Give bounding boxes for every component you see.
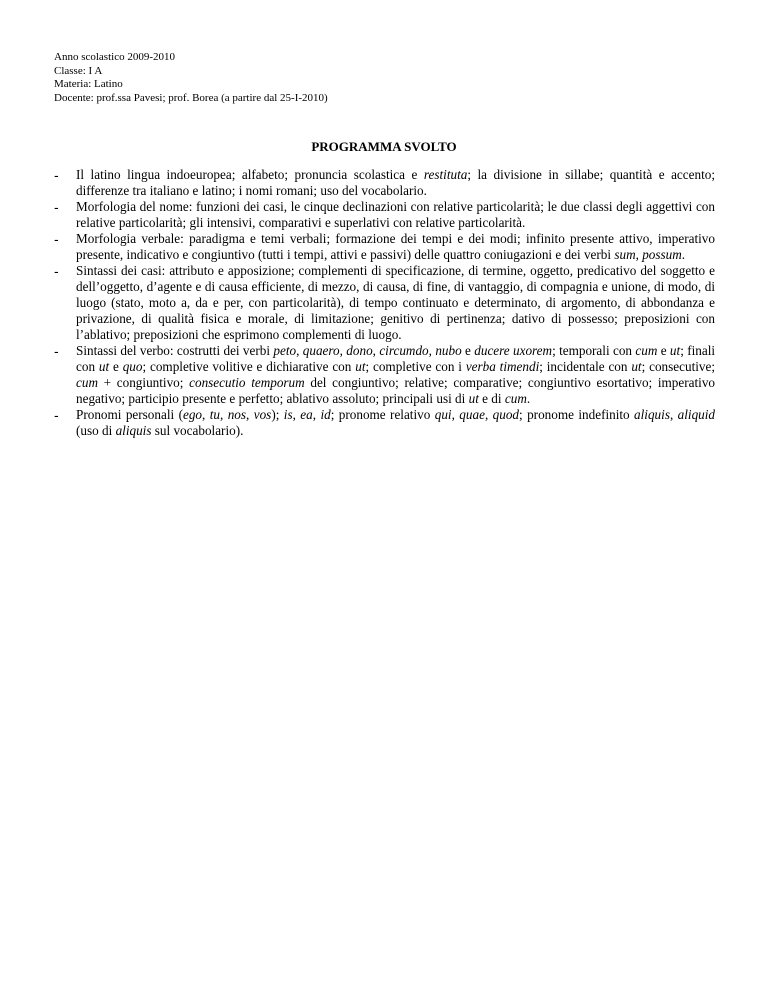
text-run: e — [461, 343, 475, 358]
text-run: ); — [271, 407, 284, 422]
list-bullet: - — [54, 167, 59, 183]
latin-term: ut — [468, 391, 479, 406]
program-list-item — [54, 231, 715, 263]
header-subject: Materia: Latino — [54, 78, 123, 90]
text-run: ; completive volitive e dichiarative con — [142, 359, 356, 374]
list-bullet: - — [54, 343, 59, 359]
program-list-item — [54, 407, 715, 439]
latin-term: cum — [504, 391, 527, 406]
list-item-text — [76, 199, 715, 231]
latin-term: quae — [459, 407, 485, 422]
latin-term: aliquis — [634, 407, 670, 422]
latin-term: ut — [98, 359, 110, 374]
latin-term: vos — [253, 407, 272, 422]
list-item-text — [76, 167, 715, 199]
header-school-year: Anno scolastico 2009-2010 — [54, 51, 175, 63]
program-list-item — [54, 199, 715, 231]
text-run: , — [451, 407, 460, 422]
latin-term: restituta — [423, 167, 468, 182]
text-run: , — [428, 343, 436, 358]
latin-term: consecutio temporum — [189, 375, 305, 390]
latin-term: sum — [614, 247, 636, 262]
text-run: e — [657, 343, 670, 358]
header-class: Classe: I A — [54, 64, 103, 77]
latin-term: is — [283, 407, 293, 422]
program-list-item — [54, 167, 715, 199]
text-run: , — [202, 407, 210, 422]
document-header — [54, 51, 328, 105]
text-run: ; consecutive; — [641, 359, 716, 374]
list-item-text — [76, 231, 715, 263]
text-run: , — [312, 407, 321, 422]
header-teacher: Docente: prof.ssa Pavesi; prof. Borea (a partire dal 25-I-2010) — [54, 91, 328, 104]
list-bullet: - — [54, 231, 59, 247]
text-run: Sintassi del verbo: costrutti dei verbi — [76, 343, 274, 358]
text-run: . — [681, 247, 686, 262]
latin-term: circumdo — [379, 343, 429, 358]
text-run: , — [246, 407, 254, 422]
text-run: , — [669, 407, 678, 422]
text-run: , — [292, 407, 301, 422]
text-run: Sintassi dei casi: attributo e apposizione; complementi di specificazione, di termine, oggetto, predicativo del soggetto e dell’oggetto, d’agente e di causa efficiente, di mezzo, di causa, di fine, di vantaggio, di compagnia e unione, di modo, di luogo (stato, moto a, da e per, con particolarità), di tempo continuato e determinato, di argomento, di abbondanza e privazione, di qualità fisica e morale, di limitazione; genitivo di pertinenza; dativo di possesso; preposizioni con l’ablativo; preposizioni che esprimono complementi di luogo. — [76, 263, 715, 342]
latin-term: peto — [273, 343, 297, 358]
latin-term: quo — [122, 359, 143, 374]
latin-term: aliquid — [677, 407, 716, 422]
text-run: ; pronome relativo — [330, 407, 435, 422]
document-title: PROGRAMMA SVOLTO — [311, 139, 457, 154]
latin-term: verba timendi — [465, 359, 540, 374]
latin-term: quaero — [302, 343, 340, 358]
latin-term: ea — [300, 407, 313, 422]
latin-term: id — [320, 407, 331, 422]
text-run: e — [109, 359, 123, 374]
text-run: ; finali con — [76, 343, 716, 374]
text-run: , — [296, 343, 303, 358]
latin-term: nubo — [435, 343, 462, 358]
text-run: , — [372, 343, 380, 358]
latin-term: possum — [642, 247, 682, 262]
text-run: ; pronome indefinito — [519, 407, 635, 422]
text-run: Morfologia verbale: paradigma e temi verbali; formazione dei tempi e dei modi; infinito presente attivo, imperativo presente, indicativo e congiuntivo (tutti i tempi, attivi e passivi) delle quattro coniugazioni e dei verbi — [76, 231, 715, 262]
list-item-text — [76, 343, 715, 407]
text-run: del congiuntivo; relative; comparative; congiuntivo esortativo; imperativo negativo; participio presente e perfetto; ablativo assoluto; principali usi di — [76, 375, 716, 406]
text-run: , — [339, 343, 347, 358]
latin-term: nos — [227, 407, 247, 422]
text-run: ; temporali con — [552, 343, 636, 358]
program-list-item — [54, 263, 715, 343]
text-run: Pronomi personali ( — [76, 407, 183, 422]
text-run: ; la divisione in sillabe; quantità e accento; differenze tra italiano e latino; i nomi romani; uso del vocabolario. — [76, 167, 715, 198]
text-run: Morfologia del nome: funzioni dei casi, le cinque declinazioni con relative particolarità; le due classi degli aggettivi con relative particolarità; gli intensivi, comparativi e superlativi con relative particolarità. — [76, 199, 715, 230]
latin-term: qui — [434, 407, 452, 422]
text-run: ; incidentale con — [539, 359, 632, 374]
list-bullet: - — [54, 199, 59, 215]
latin-term: cum — [76, 375, 98, 390]
text-run: e di — [478, 391, 505, 406]
latin-term: tu — [209, 407, 220, 422]
text-run: . — [526, 391, 531, 406]
latin-term: ego — [182, 407, 203, 422]
latin-term: ducere uxorem — [474, 343, 553, 358]
text-run: , — [635, 247, 643, 262]
program-list-item — [54, 343, 715, 407]
list-bullet: - — [54, 407, 59, 423]
latin-term: dono — [346, 343, 373, 358]
text-run: sul vocabolario). — [151, 423, 244, 438]
text-run: + congiuntivo; — [97, 375, 190, 390]
text-run: ; completive con i — [365, 359, 466, 374]
latin-term: cum — [635, 343, 658, 358]
latin-term: aliquis — [115, 423, 152, 438]
latin-term: ut — [631, 359, 642, 374]
text-run: Il latino lingua indoeuropea; alfabeto; pronuncia scolastica e — [76, 167, 424, 182]
text-run: , — [219, 407, 228, 422]
latin-term: quod — [492, 407, 520, 422]
latin-term: ut — [669, 343, 681, 358]
list-bullet: - — [54, 263, 59, 279]
list-item-text — [76, 263, 715, 343]
text-run: , — [484, 407, 493, 422]
text-run: (uso di — [76, 423, 116, 438]
list-item-text — [76, 407, 715, 439]
program-list — [54, 167, 715, 439]
latin-term: ut — [355, 359, 366, 374]
